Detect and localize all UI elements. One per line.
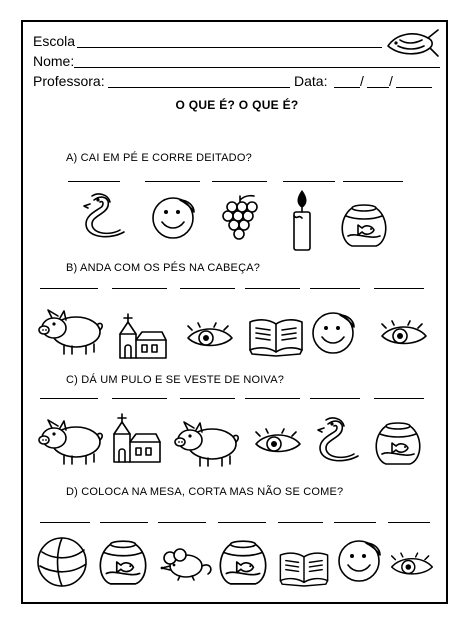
school-field[interactable]: [77, 47, 382, 48]
grapes-icon: [218, 192, 262, 242]
book-icon: [246, 312, 306, 356]
date-month-field[interactable]: [367, 87, 389, 88]
answer-blank[interactable]: [310, 398, 360, 399]
answer-blank[interactable]: [245, 398, 300, 399]
answer-blank[interactable]: [218, 522, 266, 523]
snake-icon: [80, 192, 128, 242]
answer-blank[interactable]: [343, 181, 403, 182]
answer-blank[interactable]: [278, 522, 323, 523]
eye-icon: [378, 322, 430, 350]
fishbowl-icon: [98, 538, 148, 586]
eye-icon: [252, 430, 304, 458]
answer-blank[interactable]: [68, 181, 120, 182]
mouse-icon: [156, 546, 216, 582]
pig-icon: [36, 418, 104, 466]
question-b: B) ANDA COM OS PÉS NA CABEÇA?: [66, 262, 261, 274]
church-icon: [108, 412, 164, 464]
question-a: A) CAI EM PÉ E CORRE DEITADO?: [66, 152, 252, 164]
answer-blank[interactable]: [310, 288, 360, 289]
date-day-field[interactable]: [334, 87, 360, 88]
name-field[interactable]: [74, 67, 440, 68]
church-icon: [114, 312, 170, 360]
answer-blank[interactable]: [245, 288, 300, 289]
school-label: Escola: [33, 33, 76, 49]
question-c: C) DÁ UM PULO E SE VESTE DE NOIVA?: [66, 374, 285, 386]
answer-blank[interactable]: [40, 288, 98, 289]
snake-icon: [314, 416, 362, 466]
teacher-label: Professora:: [33, 73, 105, 89]
eye-icon: [184, 324, 236, 352]
answer-blank[interactable]: [100, 522, 148, 523]
date-separator: /: [389, 73, 393, 89]
name-label: Nome:: [33, 53, 75, 69]
pig-icon: [172, 420, 240, 468]
answer-blank[interactable]: [180, 288, 235, 289]
answer-blank[interactable]: [112, 398, 167, 399]
fishbowl-icon: [374, 420, 422, 466]
answer-blank[interactable]: [374, 398, 424, 399]
smiley-ball-icon: [336, 536, 384, 584]
answer-blank[interactable]: [374, 288, 424, 289]
answer-blank[interactable]: [40, 398, 98, 399]
candle-icon: [288, 186, 316, 252]
question-d: D) COLOCA NA MESA, CORTA MAS NÃO SE COME?: [66, 486, 344, 498]
eye-icon: [388, 554, 436, 580]
answer-blank[interactable]: [145, 181, 200, 182]
answer-blank[interactable]: [158, 522, 206, 523]
answer-blank[interactable]: [180, 398, 235, 399]
date-year-field[interactable]: [396, 87, 432, 88]
answer-blank[interactable]: [212, 181, 267, 182]
book-icon: [276, 546, 332, 586]
smiley-ball-icon: [310, 308, 358, 356]
smiley-ball-icon: [150, 192, 198, 242]
answer-blank[interactable]: [388, 522, 430, 523]
answer-blank[interactable]: [283, 181, 335, 182]
answer-blank[interactable]: [112, 288, 167, 289]
beach-ball-icon: [34, 534, 90, 590]
fish-logo-icon: [384, 26, 440, 62]
date-label: Data:: [294, 73, 328, 89]
page-title: O QUE É? O QUE É?: [175, 98, 299, 112]
answer-blank[interactable]: [40, 522, 90, 523]
fishbowl-icon: [340, 202, 388, 248]
teacher-field[interactable]: [108, 87, 290, 88]
pig-icon: [36, 308, 104, 356]
date-separator: /: [360, 73, 364, 89]
fishbowl-icon: [218, 538, 268, 586]
answer-blank[interactable]: [334, 522, 376, 523]
